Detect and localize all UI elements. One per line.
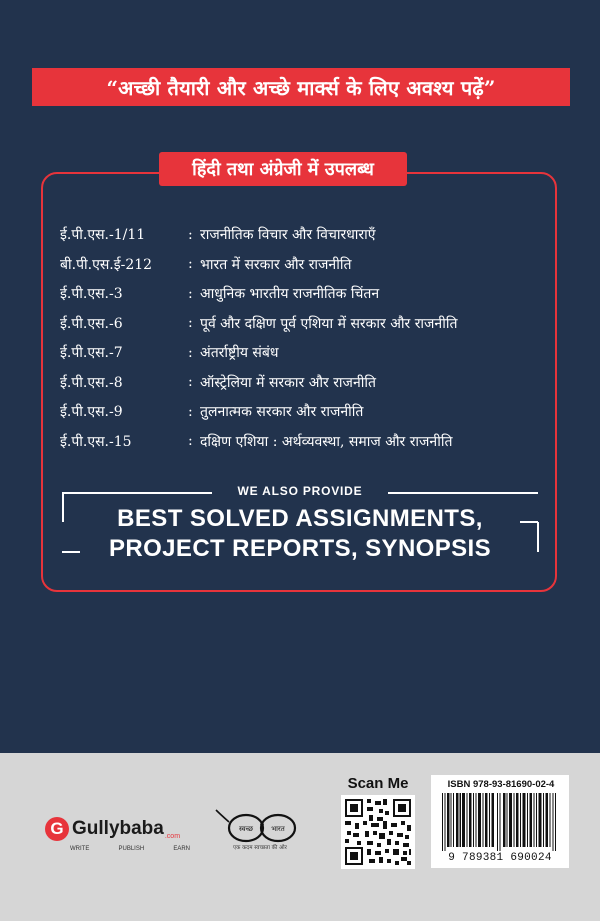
provide-label: WE ALSO PROVIDE (237, 484, 363, 498)
services-text (62, 504, 538, 564)
list-item (60, 250, 560, 280)
services-line-2: PROJECT REPORTS, SYNOPSIS (108, 535, 492, 562)
course-title: अंतर्राष्ट्रीय संबंध (200, 345, 279, 362)
course-title: पूर्व और दक्षिण पूर्व एशिया में सरकार और राजनीति (200, 315, 458, 332)
course-title: आधुनिक भारतीय राजनीतिक चिंतन (200, 286, 380, 303)
course-title: भारत में सरकार और राजनीति (200, 256, 352, 273)
course-code: ई.पी.एस.-8 (60, 374, 123, 391)
list-item (60, 427, 560, 457)
list-item (60, 309, 560, 339)
scan-me-label: Scan Me (347, 775, 409, 792)
course-code: ई.पी.एस.-15 (60, 433, 132, 450)
separator: : (188, 374, 193, 391)
list-item (60, 279, 560, 309)
separator: : (188, 433, 193, 450)
swachh-left-text: स्वच्छ (238, 825, 254, 833)
tagline-banner: “अच्छी तैयारी और अच्छे मार्क्स के लिए अवश्य पढ़ें” (32, 68, 570, 106)
barcode-icon (436, 793, 564, 851)
list-item (60, 368, 560, 398)
course-code: ई.पी.एस.-9 (60, 404, 123, 421)
brand-tag: EARN (173, 846, 190, 852)
separator: : (188, 344, 193, 361)
course-title: दक्षिण एशिया : अर्थव्यवस्था, समाज और राजनीति (200, 433, 453, 450)
course-list (60, 220, 560, 456)
separator: : (188, 256, 193, 273)
g-logo-icon: G (45, 817, 69, 841)
brand-tags (70, 846, 190, 852)
brand-tag: WRITE (70, 846, 90, 852)
list-item (60, 338, 560, 368)
course-code: ई.पी.एस.-7 (60, 345, 123, 362)
course-title: ऑस्ट्रेलिया में सरकार और राजनीति (200, 374, 376, 391)
swachh-tagline: एक कदम स्वच्छता की ओर (233, 845, 287, 851)
qr-code-icon (341, 795, 415, 869)
list-item (60, 220, 560, 250)
course-title: राजनीतिक विचार और विचारधाराएँ (200, 227, 376, 244)
separator: : (188, 285, 193, 302)
separator: : (188, 403, 193, 420)
gullybaba-logo (45, 815, 180, 843)
separator: : (188, 226, 193, 243)
brand-suffix: .com (164, 833, 181, 840)
services-line-1: BEST SOLVED ASSIGNMENTS, (117, 505, 483, 532)
list-item (60, 397, 560, 427)
separator: : (188, 315, 193, 332)
isbn-text: ISBN 978-93-81690-02-4 (447, 779, 555, 790)
swachh-right-text: भारत (271, 825, 285, 833)
brand-name: Gullybaba (72, 818, 164, 839)
course-code: ई.पी.एस.-1/11 (60, 227, 146, 244)
availability-heading: हिंदी तथा अंग्रेजी में उपलब्ध (159, 152, 407, 186)
course-code: बी.पी.एस.ई-212 (60, 256, 153, 273)
course-code: ई.पी.एस.-3 (60, 286, 123, 303)
course-code: ई.पी.एस.-6 (60, 315, 123, 332)
brand-tag: PUBLISH (118, 846, 145, 852)
barcode-number: 9 789381 690024 (448, 852, 552, 864)
course-title: तुलनात्मक सरकार और राजनीति (200, 404, 364, 421)
